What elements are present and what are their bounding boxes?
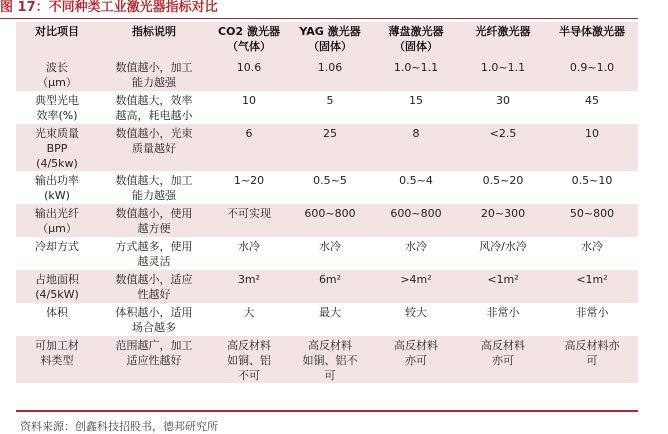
title-rule xyxy=(0,18,638,19)
table-cell: 0.5~10 xyxy=(546,171,638,204)
header-cell: 半导体激光器 xyxy=(546,22,638,58)
table-row xyxy=(16,171,638,204)
header-cell: YAG 激光器 （固体） xyxy=(288,22,372,58)
table-cell: 体积越小，适用 场合越多 xyxy=(98,303,210,336)
table-cell: <1m² xyxy=(546,270,638,303)
table-cell: 非常小 xyxy=(546,303,638,336)
table-cell: 高反材料 如铜、铝 不可 xyxy=(210,336,288,383)
table-cell: 数值越小，加工 能力越强 xyxy=(98,58,210,91)
table-cell: 0.5~4 xyxy=(372,171,460,204)
table-cell: 水冷 xyxy=(210,237,288,270)
table-cell: 30 xyxy=(460,91,546,124)
table-cell: 数值越大，效率 越高，耗电越小 xyxy=(98,91,210,124)
header-cell: CO2 激光器 （气体） xyxy=(210,22,288,58)
table-cell: 不可实现 xyxy=(210,204,288,237)
table-cell: 水冷 xyxy=(288,237,372,270)
table-cell: 10 xyxy=(210,91,288,124)
table-row xyxy=(16,204,638,237)
table-cell: >4m² xyxy=(372,270,460,303)
table-cell: <2.5 xyxy=(460,124,546,171)
table-row xyxy=(16,58,638,91)
row-label-cell: 可加工材 料类型 xyxy=(16,336,98,383)
table-cell: 较大 xyxy=(372,303,460,336)
row-label-cell: 冷却方式 xyxy=(16,237,98,270)
header-cell: 光纤激光器 xyxy=(460,22,546,58)
table-cell: 8 xyxy=(372,124,460,171)
table-cell: 0.9~1.0 xyxy=(546,58,638,91)
table-cell: 高反材料 亦可 xyxy=(372,336,460,383)
table-cell: 600~800 xyxy=(288,204,372,237)
table-cell: 高反材料 如铜、铝不 可 xyxy=(288,336,372,383)
table-cell: 6 xyxy=(210,124,288,171)
row-label-cell: 波长 （μm） xyxy=(16,58,98,91)
table-cell: 3m² xyxy=(210,270,288,303)
table-cell: 20~300 xyxy=(460,204,546,237)
table-cell: 大 xyxy=(210,303,288,336)
table-cell: 10.6 xyxy=(210,58,288,91)
table-cell: 0.5~20 xyxy=(460,171,546,204)
table-row xyxy=(16,91,638,124)
table-cell: 6m² xyxy=(288,270,372,303)
table-row xyxy=(16,270,638,303)
table-cell: <1m² xyxy=(460,270,546,303)
table-cell: 25 xyxy=(288,124,372,171)
table-cell: 1~20 xyxy=(210,171,288,204)
source-note: 资料来源：创鑫科技招股书，德邦研究所 xyxy=(20,420,218,433)
table-cell: 方式越多，使用 越灵活 xyxy=(98,237,210,270)
table-cell: 5 xyxy=(288,91,372,124)
table-cell: 1.0~1.1 xyxy=(460,58,546,91)
table-row xyxy=(16,124,638,171)
table-cell: 数值越小，光束 质量越好 xyxy=(98,124,210,171)
table-row xyxy=(16,336,638,383)
table-cell: 最大 xyxy=(288,303,372,336)
header-cell: 指标说明 xyxy=(98,22,210,58)
table-cell: 数值越大，加工 能力越强 xyxy=(98,171,210,204)
table-cell: 45 xyxy=(546,91,638,124)
table-cell: 水冷 xyxy=(546,237,638,270)
row-label-cell: 光束质量 BPP (4/5kw) xyxy=(16,124,98,171)
table-cell: 数值越小，适应 性越好 xyxy=(98,270,210,303)
row-label-cell: 输出光纤 （μm） xyxy=(16,204,98,237)
header-cell: 对比项目 xyxy=(16,22,98,58)
table-cell: 高反材料 亦可 xyxy=(460,336,546,383)
row-label-cell: 占地面积 (4/5kW) xyxy=(16,270,98,303)
table-cell: 范围越广，加工 适应性越好 xyxy=(98,336,210,383)
table-cell: 15 xyxy=(372,91,460,124)
table-cell: 1.0~1.1 xyxy=(372,58,460,91)
table-cell: 600~800 xyxy=(372,204,460,237)
table-cell: 非常小 xyxy=(460,303,546,336)
table-cell: 50~800 xyxy=(546,204,638,237)
table-cell: 10 xyxy=(546,124,638,171)
table-cell: 水冷 xyxy=(372,237,460,270)
row-label-cell: 典型光电 效率(%) xyxy=(16,91,98,124)
table-cell: 数值越小，使用 越方便 xyxy=(98,204,210,237)
table-cell: 1.06 xyxy=(288,58,372,91)
table-cell: 风冷/水冷 xyxy=(460,237,546,270)
header-row xyxy=(16,22,638,58)
row-label-cell: 输出功率 (kW) xyxy=(16,171,98,204)
laser-comparison-table xyxy=(16,22,638,383)
bottom-rule xyxy=(16,410,638,412)
table-row xyxy=(16,303,638,336)
header-cell: 薄盘激光器 （固体） xyxy=(372,22,460,58)
table-cell: 高反材料亦 可 xyxy=(546,336,638,383)
row-label-cell: 体积 xyxy=(16,303,98,336)
table-cell: 0.5~5 xyxy=(288,171,372,204)
table-row xyxy=(16,237,638,270)
figure-title: 图 17：不同种类工业激光器指标对比 xyxy=(0,0,218,15)
